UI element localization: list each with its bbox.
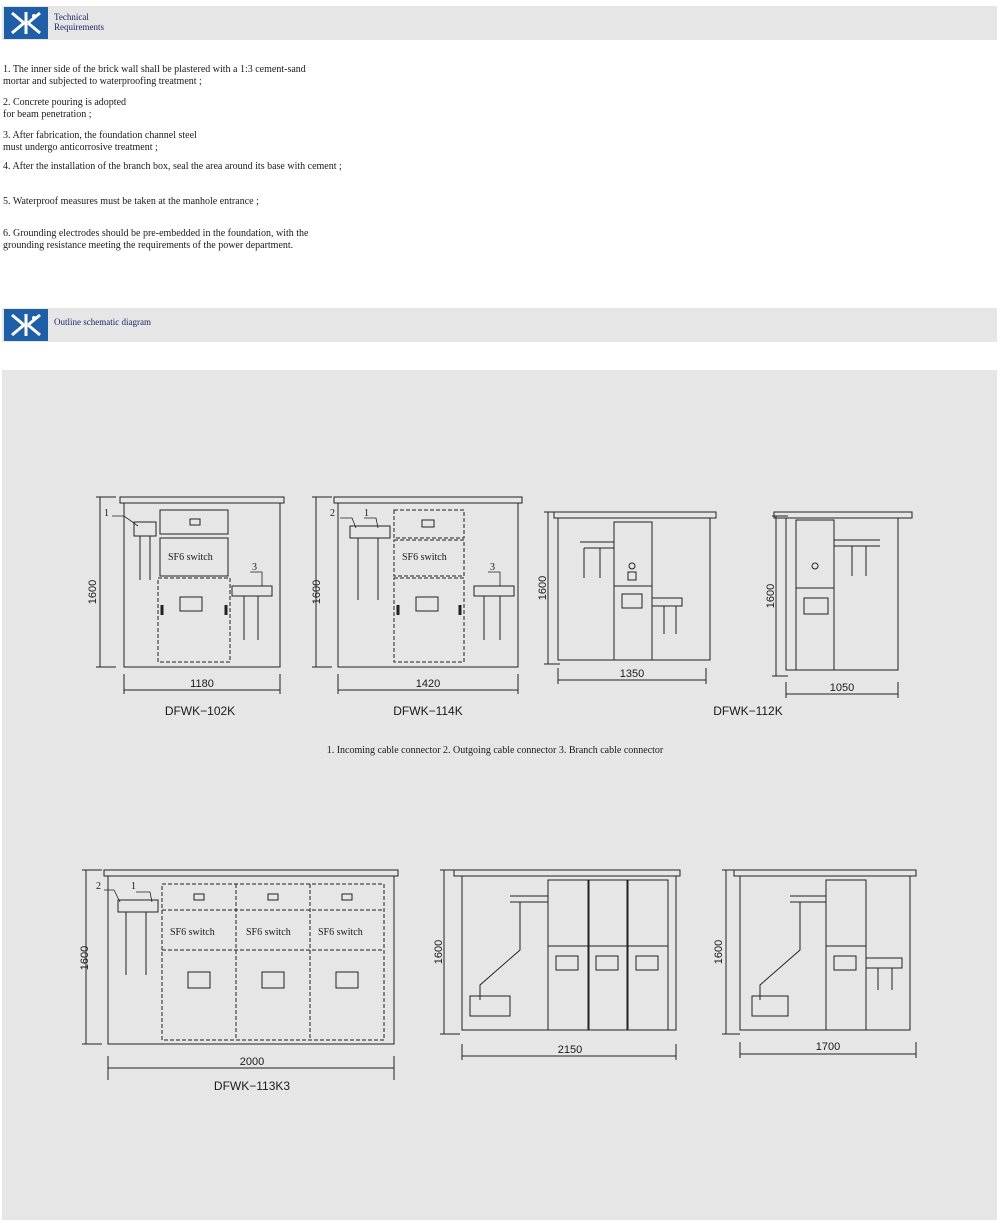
callout-1: 1 <box>131 881 136 892</box>
sf6-switch-label: SF6 switch <box>318 927 363 938</box>
model-name-dfwk-114k: DFWK−114K <box>393 704 463 718</box>
connector-legend: 1. Incoming cable connector 2. Outgoing cable connector 3. Branch cable connector <box>326 745 664 756</box>
width-dimension-1350: 1350 <box>619 668 645 680</box>
cabinet-dfwk-114k <box>312 497 522 694</box>
width-dimension-1050: 1050 <box>829 682 855 694</box>
height-dimension: 1600 <box>79 945 91 971</box>
height-dimension: 1600 <box>433 939 445 965</box>
width-dimension-1420: 1420 <box>415 678 441 690</box>
cabinet-dfwk-102k <box>96 497 284 694</box>
section-title: Outline schematic diagram <box>54 317 151 327</box>
width-dimension-1700: 1700 <box>815 1041 841 1053</box>
section-title-line1: Technical <box>54 12 89 22</box>
model-name-dfwk-112k: DFWK−112K <box>713 704 783 718</box>
cabinet-1700 <box>722 870 916 1058</box>
callout-2: 2 <box>330 508 335 519</box>
cabinet-dfwk-112k <box>772 512 912 698</box>
callout-3: 3 <box>252 562 257 573</box>
cabinet-dfwk-113k3 <box>82 870 398 1080</box>
cabinet-1350 <box>544 512 716 684</box>
requirement-6-line1: 6. Grounding electrodes should be pre-embedded in the foundation, with the <box>3 228 309 239</box>
width-dimension-2000: 2000 <box>239 1056 265 1068</box>
cabinet-2150 <box>440 870 680 1060</box>
section-title-line2: Requirements <box>54 22 104 32</box>
sf6-switch-label: SF6 switch <box>246 927 291 938</box>
width-dimension-2150: 2150 <box>557 1044 583 1056</box>
height-dimension: 1600 <box>765 583 777 609</box>
requirement-3-line2: must undergo anticorrosive treatment ; <box>3 142 158 153</box>
requirement-4-line1: 4. After the installation of the branch box, seal the area around its base with cement ; <box>3 161 342 172</box>
requirement-6-line2: grounding resistance meeting the requirements of the power department. <box>3 240 294 251</box>
callout-1: 1 <box>104 508 109 519</box>
sf6-switch-label: SF6 switch <box>170 927 215 938</box>
requirement-5-line1: 5. Waterproof measures must be taken at the manhole entrance ; <box>3 196 259 207</box>
height-dimension: 1600 <box>713 939 725 965</box>
requirement-1-line2: mortar and subjected to waterproofing treatment ; <box>3 76 202 87</box>
requirement-2-line1: 2. Concrete pouring is adopted <box>3 97 127 108</box>
width-dimension-1180: 1180 <box>190 678 214 690</box>
callout-1: 1 <box>364 508 369 519</box>
requirement-3-line1: 3. After fabrication, the foundation channel steel <box>3 130 197 141</box>
height-dimension: 1600 <box>537 575 549 601</box>
requirement-2-line2: for beam penetration ; <box>3 109 92 120</box>
callout-3: 3 <box>490 562 495 573</box>
model-name-dfwk-113k3: DFWK−113K3 <box>213 1079 291 1093</box>
sf6-switch-label: SF6 switch <box>168 552 213 563</box>
height-dimension: 1600 <box>87 579 99 605</box>
height-dimension: 1600 <box>311 579 323 605</box>
sf6-switch-label: SF6 switch <box>402 552 447 563</box>
callout-2: 2 <box>96 881 101 892</box>
model-name-dfwk-102k: DFWK−102K <box>164 704 236 718</box>
requirement-1-line1: 1. The inner side of the brick wall shall be plastered with a 1:3 cement-sand <box>3 64 306 75</box>
